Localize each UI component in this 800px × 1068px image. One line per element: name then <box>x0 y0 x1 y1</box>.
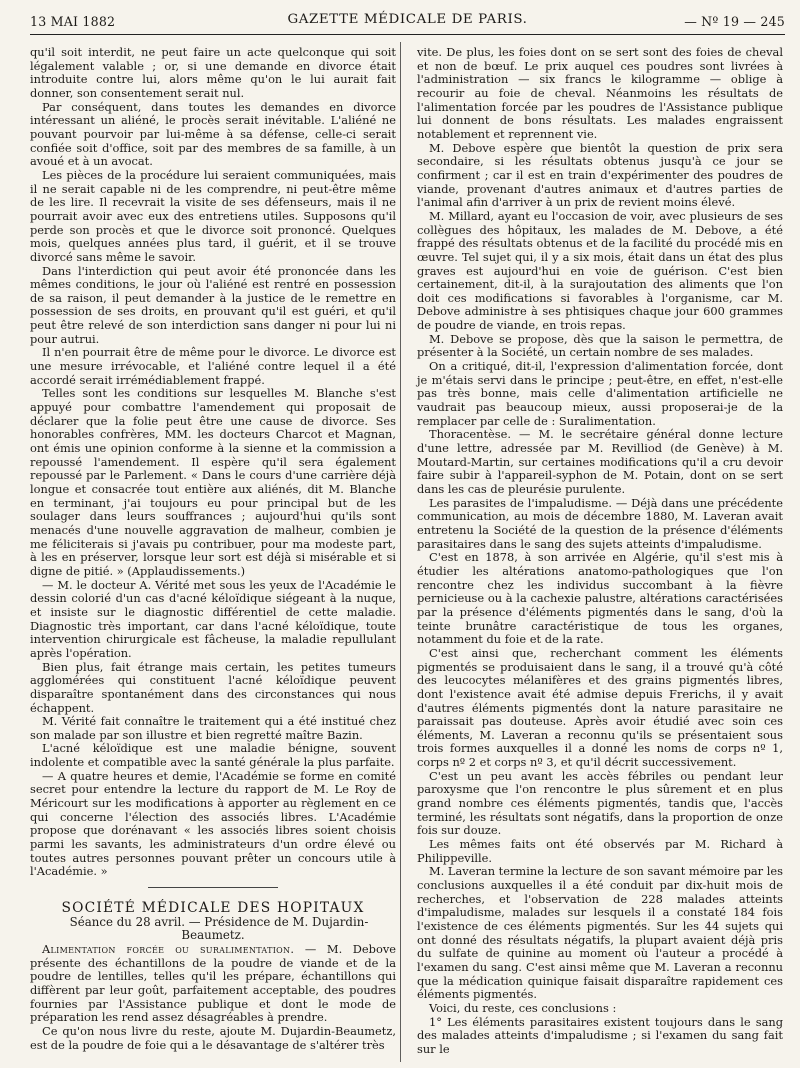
paragraph: — M. le docteur A. Vérité met sous les yeux de l'Académie le dessin colorié d'un cas d'acné kéloïdique siégeant à la nuque, et insiste sur le diagnostic différentiel de cette maladie. Diagnostic très important, car dans l'acné kéloïdique, toute intervention chirurgicale est fâcheuse, la maladie repullulant après l'opération. <box>30 577 396 660</box>
paragraph: Par conséquent, dans toutes les demandes en divorce intéressant un aliéné, le procès serait inévitable. L'aliéné ne pouvant pourvoir par lui-même à sa défense, celle-ci serait confiée soit d'office, soit par des membres de sa famille, à un avoué et à un avocat. <box>30 99 396 169</box>
section-separator <box>148 887 278 888</box>
paragraph: C'est un peu avant les accès fébriles ou pendant leur paroxysme que l'on rencontre le plus sûrement et en plus grand nombre ces éléments pigmentés, tandis que, l'accès terminé, les résultats sont négatifs, dans la proportion de onze fois sur douze. <box>417 768 783 838</box>
paragraph: vite. De plus, les foies dont on se sert sont des foies de cheval et non de bœuf. Le prix auquel ces poudres sont livrées à l'administration — six francs le kilogramme — oblige à recourir au foie de cheval. Néanmoins les résultats de l'alimentation forcée par les poudres de l'Assistance publique lui donnent de bons résultats. Les malades engraissent notablement et reprennent vie. <box>417 45 783 141</box>
paragraph: Les mêmes faits ont été observés par M. Richard à Philippeville. <box>417 837 783 865</box>
left-column <box>30 46 396 1052</box>
paragraph: Thoracentèse. — M. le secrétaire général donne lecture d'une lettre, adressée par M. Revilliod (de Genève) à M. Moutard-Martin, sur certaines modifications qu'il a cru devoir faire subir à l'appareil-syphon de M. Potain, dont on se sert dans les cas de pleurésie purulente. <box>417 427 783 496</box>
paragraph-text: — M. Debove présente des échantillons de la poudre de viande et de la poudre de lentilles, telles qu'il les prépare, échantillons qui diffèrent par leur goût, parfaitement acceptable, des poudres fournies par l'Assistance publique et dont le mode de préparation les rend assez désagréables à prendre. <box>30 942 397 1025</box>
paragraph: M. Debove se propose, dès que la saison le permettra, de présenter à la Société, un certain nombre de ses malades. <box>417 331 783 360</box>
column-rule <box>400 42 401 1062</box>
paragraph: — A quatre heures et demie, l'Académie se forme en comité secret pour entendre la lecture du rapport de M. Le Roy de Méricourt sur les modifications à apporter au règlement en ce qui concerne l'élection des associés libres. L'Académie propose que dorénavant « les associés libres soient choisis parmi les savants, les administrateurs d'un ordre élevé ou toutes autres personnes pouvant prêter un concours utile à l'Académie. » <box>30 768 396 879</box>
paragraph: Il n'en pourrait être de même pour le divorce. Le divorce est une mesure irrévocable, et l'aliéné contre lequel il a été accordé serait irrémédiablement frappé. <box>30 345 396 387</box>
page-header <box>30 6 785 35</box>
paragraph: Telles sont les conditions sur lesquelles M. Blanche s'est appuyé pour combattre l'amendement qui proposait de déclarer que la folie peut être une cause de divorce. Ses honorables confrères, MM. les docteurs Charcot et Magnan, ont émis une opinion conforme à la sienne et la commission a repoussé l'amendement. Il espère qu'il sera également repoussé par le Parlement. « Dans le cours d'une carrière déjà longue et consacrée tout entière aux aliénés, dit M. Blanche en terminant, j'ai toujours eu pour principal but de les soulager dans leurs souffrances ; aujourd'hui qu'ils sont menacés d'une nouvelle aggravation de malheur, combien je me féliciterais si j'avais pu contribuer, pour ma modeste part, à les en préserver, lorsque leur sort est déjà si misérable et si digne de pitié. » (Applaudissements.) <box>30 386 396 578</box>
paragraph: Les pièces de la procédure lui seraient communiquées, mais il ne serait capable ni de les comprendre, ni peut-être même de les lire. Il recevrait la visite de ses défenseurs, mais il ne pourrait avoir avec eux des entretiens utiles. Supposons qu'il perde son procès et que le divorce soit prononcé. Quelques mois, quelques années plus tard, il guérit, et il se trouve divorcé sans même le savoir. <box>30 167 396 264</box>
paragraph: Dans l'interdiction qui peut avoir été prononcée dans les mêmes conditions, le jour où l'aliéné est rentré en possession de sa raison, il peut demander à la justice de le remettre en possession de ses droits, en prouvant qu'il est guéri, et qu'il peut être relevé de son interdiction sans danger ni pour lui ni pour autrui. <box>30 263 396 346</box>
paragraph: L'acné kéloïdique est une maladie bénigne, souvent indolente et compatible avec la santé générale la plus parfaite. <box>30 741 396 770</box>
paragraph: M. Debove espère que bientôt la question de prix sera secondaire, si les résultats obtenus jusqu'à ce jour se confirment ; car il est en train d'expérimenter des poudres de viande, provenant d'autres animaux et d'autres parties de l'animal afin d'arriver à un prix de revient moins élevé. <box>417 140 783 210</box>
paragraph: 1° Les éléments parasitaires existent toujours dans le sang des malades atteints d'impaludisme ; si l'examen du sang fait sur le <box>417 1014 783 1056</box>
runin-heading: Alimentation forcée ou suralimentation. <box>42 942 295 956</box>
paragraph: M. Laveran termine la lecture de son savant mémoire par les conclusions auxquelles il a été conduit par dix-huit mois de recherches, et l'observation de 228 malades atteints d'impaludisme, malades sur lesquels il a constaté 184 fois l'existence de ces éléments pigmentés. Sur les 44 sujets qui ont donné des résultats négatifs, la plupart avaient déjà pris du sulfate de quinine au moment où l'auteur a procédé à l'examen du sang. C'est ainsi même que M. Laveran a reconnu que la médication quinique faisait disparaître rapidement ces éléments pigmentés. <box>417 864 783 1002</box>
paragraph: C'est ainsi que, recherchant comment les éléments pigmentés se produisaient dans le sang, il a trouvé qu'à côté des leucocytes mélanifères et des grains pigmentés libres, dont l'existence avait été admise depuis Frerichs, il y avait d'autres éléments pigmentés dont la nature parasitaire ne paraissait pas douteuse. Après avoir étudié avec soin ces éléments, M. Laveran a reconnu qu'ils se présentaient sous trois formes auxquelles il a donné les noms de corps nº 1, corps nº 2 et corps nº 3, et qu'il décrit successivement. <box>417 645 783 770</box>
paragraph <box>30 943 396 1025</box>
right-column <box>417 46 783 1057</box>
paragraph: Bien plus, fait étrange mais certain, les petites tumeurs agglomérées qui constituent l'acné kéloïdique peuvent disparaître spontanément dans des circonstances qui nous échappent. <box>30 659 396 715</box>
paragraph: On a critiqué, dit-il, l'expression d'alimentation forcée, dont je m'étais servi dans le principe ; peut-être, en effet, n'est-elle pas très bonne, mais celle d'alimentation artificielle ne vaudrait pas beaucoup mieux, aussi proposerai-je de la remplacer par celle de : Suralimentation. <box>417 359 783 428</box>
issue-page-number: — Nº 19 — 245 <box>684 14 785 29</box>
header-date: 13 MAI 1882 <box>30 14 116 29</box>
section-title: SOCIÉTÉ MÉDICALE DES HOPITAUX <box>61 900 365 917</box>
paragraph: C'est en 1878, à son arrivée en Algérie, qu'il s'est mis à étudier les altérations anatomo-pathologiques que l'on rencontre chez les individus succombant à la fièvre pernicieuse ou à la cachexie palustre, altérations caractérisées par la présence d'éléments pigmentés dans le sang, d'où la teinte brunâtre caractéristique de tous les organes, notamment du foie et de la rate. <box>417 550 783 647</box>
paragraph: qu'il soit interdit, ne peut faire un acte quelconque qui soit légalement valable ; or, si une demande en divorce était introduite contre lui, alors même qu'on le lui aurait fait donner, son consentement serait nul. <box>30 45 396 100</box>
journal-title: GAZETTE MÉDICALE DE PARIS. <box>287 12 528 27</box>
paragraph: Ce qu'on nous livre du reste, ajoute M. Dujardin-Beaumetz, est de la poudre de foie qui a le désavantage de s'altérer très <box>30 1023 396 1052</box>
paragraph: Les parasites de l'impaludisme. — Déjà dans une précédente communication, au mois de décembre 1880, M. Laveran avait entretenu la Société de la question de la présence d'éléments parasitaires dans le sang des sujets atteints d'impaludisme. <box>417 495 783 551</box>
section-subtitle: Séance du 28 avril. — Présidence de M. Dujardin-Beaumetz. <box>69 914 369 943</box>
paragraph: Voici, du reste, ces conclusions : <box>429 1000 617 1015</box>
paragraph: M. Millard, ayant eu l'occasion de voir, avec plusieurs de ses collègues des hôpitaux, les malades de M. Debove, a été frappé des résultats obtenus et de la facilité du procédé mis en œuvre. Tel sujet qui, il y a six mois, était dans un état des plus graves est aujourd'hui en voie de guérison. C'est bien certainement, dit-il, à la surajoutation des aliments que l'on doit ces modifications si favorables à l'organisme, car M. Debove administre à ses phtisiques chaque jour 600 grammes de poudre de viande, en trois repas. <box>417 208 783 333</box>
paragraph: M. Vérité fait connaître le traitement qui a été institué chez son malade par son illustre et bien regretté maître Bazin. <box>30 714 396 742</box>
